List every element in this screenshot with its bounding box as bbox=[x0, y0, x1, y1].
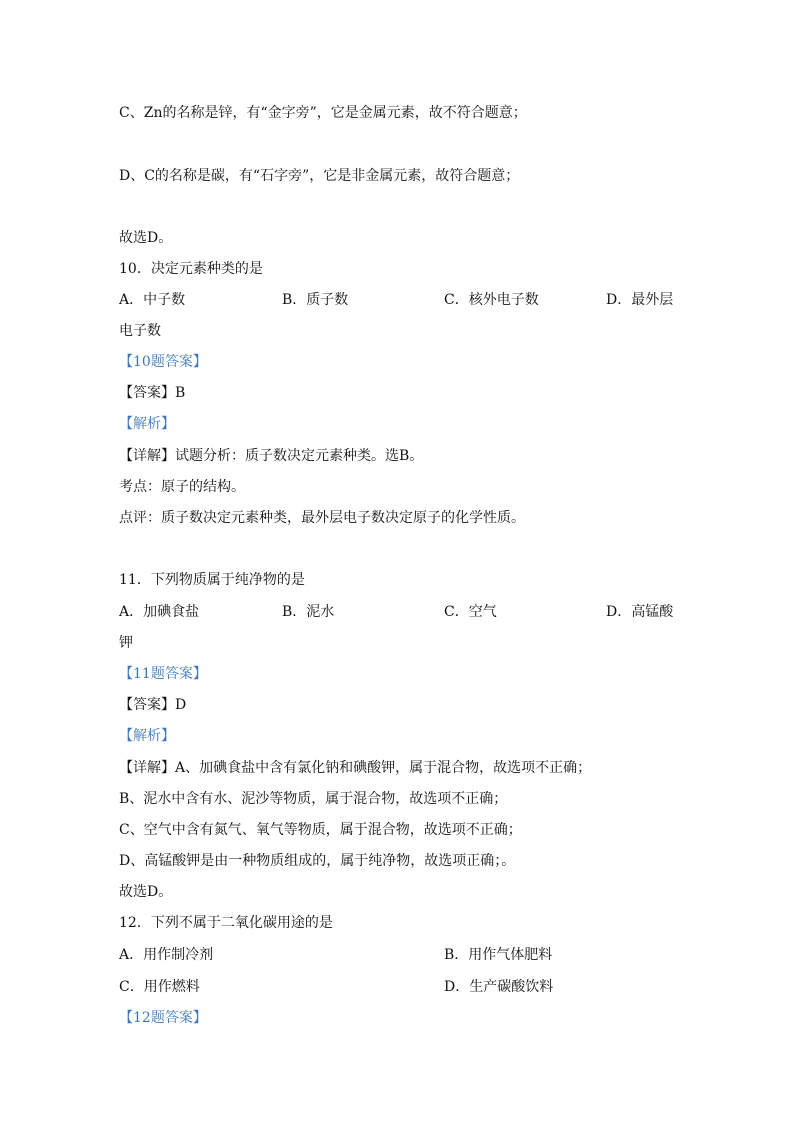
explanation-line-d: D、C的名称是碳，有“石字旁”，它是非金属元素，故符合题意； bbox=[119, 168, 520, 184]
question-11-conclusion: 故选D。 bbox=[119, 884, 173, 900]
question-11-detail-d: D、高锰酸钾是由一种物质组成的，属于纯净物，故选项正确；。 bbox=[119, 853, 516, 869]
question-11-analysis-heading: 【解析】 bbox=[119, 728, 175, 744]
question-10-option-c: C．核外电子数 bbox=[444, 292, 539, 308]
question-11-answer: 【答案】D bbox=[119, 697, 187, 713]
explanation-conclusion: 故选D。 bbox=[119, 230, 173, 246]
question-10-stem: 10．决定元素种类的是 bbox=[119, 261, 263, 277]
question-10-option-b: B．质子数 bbox=[282, 292, 349, 308]
question-10-dianping: 点评：质子数决定元素种类，最外层电子数决定原子的化学性质。 bbox=[119, 510, 525, 526]
question-10-analysis-heading: 【解析】 bbox=[119, 416, 175, 432]
question-10-detail: 【详解】试题分析：质子数决定元素种类。选B。 bbox=[119, 448, 424, 464]
question-11-answer-heading: 【11题答案】 bbox=[119, 666, 207, 682]
question-11-option-d-continued: 钾 bbox=[119, 635, 133, 651]
question-11-option-a: A．加碘食盐 bbox=[119, 604, 200, 620]
question-12-stem: 12．下列不属于二氧化碳用途的是 bbox=[119, 915, 333, 931]
question-10-answer: 【答案】B bbox=[119, 385, 186, 401]
question-11-detail-b: B、泥水中含有水、泥沙等物质，属于混合物，故选项不正确； bbox=[119, 791, 508, 807]
question-11-option-b: B．泥水 bbox=[282, 604, 335, 620]
question-12-option-a: A．用作制冷剂 bbox=[119, 947, 214, 963]
question-10-option-a: A．中子数 bbox=[119, 292, 186, 308]
question-11-option-c: C．空气 bbox=[444, 604, 497, 620]
question-12-option-b: B．用作气体肥料 bbox=[444, 947, 553, 963]
explanation-line-c: C、Zn的名称是锌，有“金字旁”，它是金属元素，故不符合题意； bbox=[119, 105, 527, 121]
question-10-answer-heading: 【10题答案】 bbox=[119, 354, 207, 370]
question-10-option-d: D．最外层 bbox=[606, 292, 674, 308]
question-11-option-d: D．高锰酸 bbox=[606, 604, 674, 620]
question-12-option-c: C．用作燃料 bbox=[119, 979, 200, 995]
question-11-detail-c: C、空气中含有氮气、氧气等物质，属于混合物，故选项不正确； bbox=[119, 822, 522, 838]
question-10-kaodian: 考点：原子的结构。 bbox=[119, 479, 245, 495]
question-11-detail-a: 【详解】A、加碘食盐中含有氯化钠和碘酸钾，属于混合物，故选项不正确； bbox=[119, 760, 592, 776]
question-10-option-d-continued: 电子数 bbox=[119, 323, 161, 339]
question-12-option-d: D．生产碳酸饮料 bbox=[444, 979, 554, 995]
question-12-answer-heading: 【12题答案】 bbox=[119, 1010, 207, 1026]
question-11-stem: 11．下列物质属于纯净物的是 bbox=[119, 572, 305, 588]
